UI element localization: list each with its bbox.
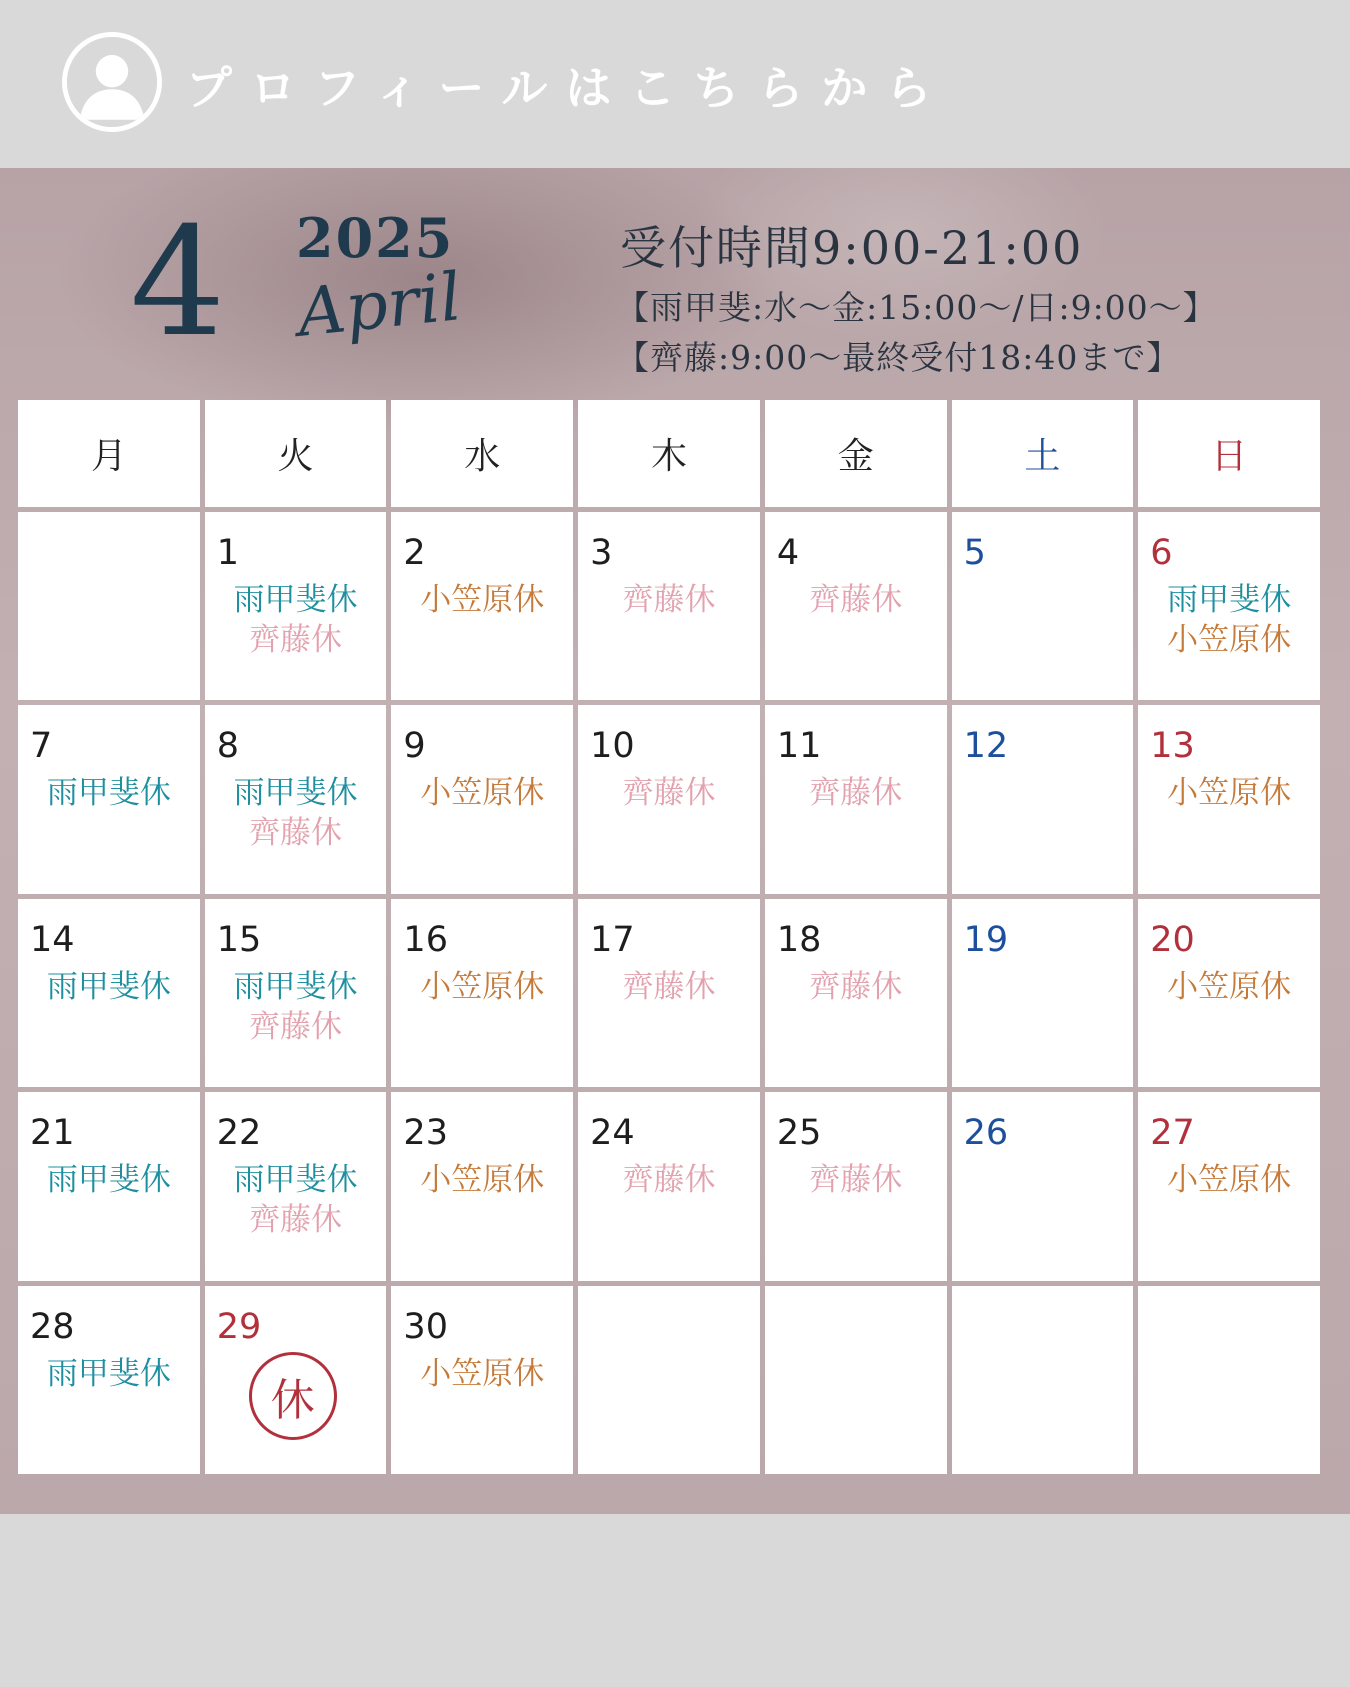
day-cell[interactable] xyxy=(391,899,573,1087)
staff-off-label: 齊藤休 xyxy=(622,775,716,812)
staff-off-label: 齊藤休 xyxy=(809,1162,903,1199)
day-number: 11 xyxy=(776,726,822,767)
staff-off-label: 雨甲斐休 xyxy=(1167,582,1292,618)
staff-off-label: 小笠原休 xyxy=(420,582,545,618)
year-label: 2025 xyxy=(296,206,455,270)
day-number: 18 xyxy=(776,919,822,960)
day-cell[interactable] xyxy=(765,899,947,1087)
day-notes xyxy=(18,1354,200,1394)
day-cell[interactable] xyxy=(205,899,387,1087)
staff-off-label: 雨甲斐休 xyxy=(233,968,358,1005)
avatar-icon[interactable] xyxy=(62,32,162,132)
day-number: 17 xyxy=(590,919,635,960)
staff-off-label: 齊藤休 xyxy=(249,622,343,658)
day-cell[interactable] xyxy=(18,1286,200,1474)
staff-off-label: 小笠原休 xyxy=(1167,968,1292,1005)
weekday-header: 木 xyxy=(578,400,760,507)
day-notes xyxy=(205,967,387,1047)
day-notes xyxy=(765,1160,947,1200)
day-cell[interactable] xyxy=(391,705,573,893)
day-number: 6 xyxy=(1150,533,1173,573)
staff-off-label: 小笠原休 xyxy=(1167,775,1292,812)
weekday-header: 火 xyxy=(205,400,387,507)
staff-off-label: 齊藤休 xyxy=(809,775,903,812)
day-number: 8 xyxy=(216,726,239,767)
staff-off-label: 齊藤休 xyxy=(249,1202,343,1239)
staff-off-label: 小笠原休 xyxy=(420,1162,545,1199)
day-notes xyxy=(578,1160,760,1200)
staff-off-label: 小笠原休 xyxy=(420,775,545,812)
day-notes xyxy=(391,773,573,813)
month-number: 4 xyxy=(130,196,226,370)
day-number: 20 xyxy=(1150,919,1195,960)
calendar-grid xyxy=(18,400,1320,1474)
empty-day-cell xyxy=(18,512,200,700)
day-notes xyxy=(391,580,573,620)
day-notes xyxy=(765,967,947,1007)
day-cell[interactable] xyxy=(952,705,1134,893)
empty-day-cell xyxy=(765,1286,947,1474)
day-notes xyxy=(578,967,760,1007)
day-notes xyxy=(578,580,760,620)
day-notes xyxy=(1138,580,1320,660)
day-notes xyxy=(1138,1160,1320,1200)
day-cell[interactable] xyxy=(765,1092,947,1280)
staff-off-label: 雨甲斐休 xyxy=(233,582,358,618)
day-cell[interactable] xyxy=(391,1092,573,1280)
staff-off-label: 小笠原休 xyxy=(1167,1162,1292,1199)
day-number: 1 xyxy=(216,533,239,573)
day-cell[interactable] xyxy=(952,512,1134,700)
day-notes xyxy=(18,773,200,813)
day-notes xyxy=(18,967,200,1007)
day-cell[interactable] xyxy=(205,1092,387,1280)
staff-off-label: 齊藤休 xyxy=(622,1162,716,1199)
day-cell[interactable] xyxy=(952,899,1134,1087)
closed-day-stamp: 休 xyxy=(249,1352,337,1440)
empty-day-cell xyxy=(1138,1286,1320,1474)
staff-off-label: 雨甲斐休 xyxy=(46,968,171,1005)
staff-off-label: 雨甲斐休 xyxy=(46,1355,171,1392)
day-cell[interactable] xyxy=(1138,1092,1320,1280)
day-number: 28 xyxy=(30,1306,75,1347)
day-number: 23 xyxy=(403,1113,448,1154)
reception-hours-title: 受付時間9:00-21:00 xyxy=(620,221,1084,275)
day-number: 9 xyxy=(403,726,426,767)
staff-off-label: 雨甲斐休 xyxy=(46,1162,171,1199)
day-cell[interactable] xyxy=(952,1092,1134,1280)
day-notes xyxy=(765,580,947,620)
staff-off-label: 小笠原休 xyxy=(1167,622,1292,658)
day-notes xyxy=(18,1160,200,1200)
staff-off-label: 齊藤休 xyxy=(622,582,716,618)
day-cell[interactable] xyxy=(578,1092,760,1280)
day-number: 16 xyxy=(403,919,448,960)
day-cell[interactable] xyxy=(18,1092,200,1280)
day-cell[interactable] xyxy=(18,899,200,1087)
day-number: 26 xyxy=(963,1113,1009,1154)
month-name: April xyxy=(293,258,465,352)
day-notes xyxy=(391,1160,573,1200)
day-number: 29 xyxy=(216,1306,262,1347)
day-number: 19 xyxy=(963,919,1009,960)
empty-day-cell xyxy=(578,1286,760,1474)
profile-header-bar[interactable] xyxy=(0,0,1350,168)
day-cell[interactable] xyxy=(1138,899,1320,1087)
staff-off-label: 齊藤休 xyxy=(249,1008,343,1045)
day-number: 12 xyxy=(963,726,1009,767)
day-number: 27 xyxy=(1150,1113,1195,1154)
day-number: 30 xyxy=(403,1306,448,1347)
day-cell[interactable] xyxy=(391,1286,573,1474)
staff-off-label: 小笠原休 xyxy=(420,968,545,1005)
staff-off-label: 齊藤休 xyxy=(809,582,903,618)
day-notes xyxy=(1138,773,1320,813)
staff-off-label: 雨甲斐休 xyxy=(233,1162,358,1199)
day-cell[interactable] xyxy=(578,512,760,700)
profile-link[interactable]: プロフィールはこちらから xyxy=(186,61,950,115)
day-cell[interactable] xyxy=(765,512,947,700)
staff-off-label: 雨甲斐休 xyxy=(233,775,358,812)
day-notes xyxy=(205,1160,387,1240)
day-cell[interactable] xyxy=(578,705,760,893)
day-notes xyxy=(205,773,387,853)
day-number: 14 xyxy=(30,919,75,960)
day-number: 25 xyxy=(776,1113,822,1154)
day-notes xyxy=(391,1354,573,1394)
day-notes xyxy=(1138,967,1320,1007)
staff-off-label: 齊藤休 xyxy=(809,968,903,1005)
weekday-header: 水 xyxy=(391,400,573,507)
day-notes xyxy=(765,773,947,813)
day-number: 13 xyxy=(1150,726,1195,767)
reception-hours-note: 【齊藤:9:00～最終受付18:40まで】 xyxy=(616,338,1181,377)
day-cell[interactable] xyxy=(578,899,760,1087)
staff-off-label: 小笠原休 xyxy=(420,1355,545,1392)
day-number: 10 xyxy=(590,726,635,767)
day-notes xyxy=(391,967,573,1007)
reception-hours-note: 【雨甲斐:水～金:15:00～/日:9:00～】 xyxy=(616,288,1217,327)
day-number: 7 xyxy=(30,726,53,767)
staff-off-label: 雨甲斐休 xyxy=(46,775,171,812)
empty-day-cell xyxy=(952,1286,1134,1474)
staff-off-label: 齊藤休 xyxy=(249,815,343,852)
day-cell[interactable] xyxy=(205,512,387,700)
day-number: 22 xyxy=(216,1113,262,1154)
weekday-header: 月 xyxy=(18,400,200,507)
day-notes xyxy=(578,773,760,813)
calendar-panel xyxy=(0,168,1350,1514)
day-cell[interactable] xyxy=(205,1286,387,1474)
day-cell[interactable] xyxy=(765,705,947,893)
day-cell[interactable] xyxy=(391,512,573,700)
weekday-header: 金 xyxy=(765,400,947,507)
day-number: 15 xyxy=(216,919,262,960)
day-number: 4 xyxy=(776,533,800,573)
day-cell[interactable] xyxy=(18,705,200,893)
day-cell[interactable] xyxy=(1138,512,1320,700)
day-number: 2 xyxy=(403,533,426,573)
day-cell[interactable] xyxy=(205,705,387,893)
day-number: 5 xyxy=(963,533,986,573)
weekday-header: 土 xyxy=(952,400,1134,507)
day-notes xyxy=(205,580,387,660)
day-number: 21 xyxy=(30,1113,75,1154)
weekday-header: 日 xyxy=(1138,400,1320,507)
staff-off-label: 齊藤休 xyxy=(622,968,716,1005)
day-number: 24 xyxy=(590,1113,635,1154)
day-cell[interactable] xyxy=(1138,705,1320,893)
day-number: 3 xyxy=(590,533,613,573)
